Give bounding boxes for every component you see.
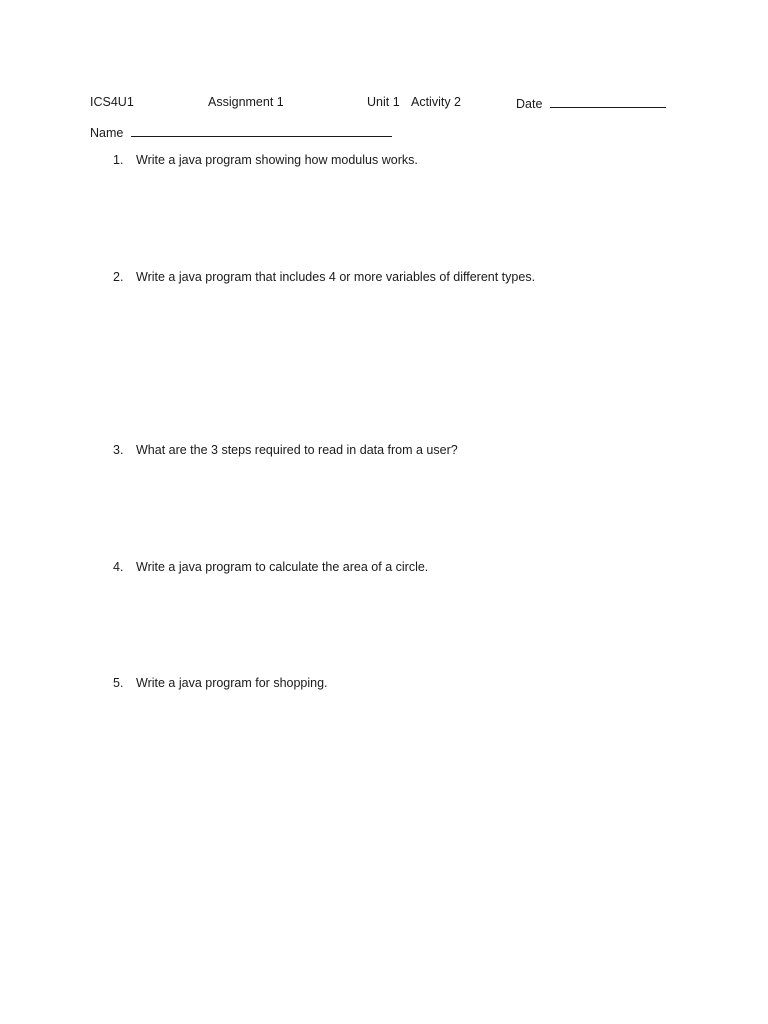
question-number: 1. — [113, 153, 124, 167]
question-number: 2. — [113, 270, 124, 284]
assignment-title: Assignment 1 — [208, 95, 284, 109]
question-text: Write a java program to calculate the area of a circle. — [136, 560, 429, 574]
unit-label: Unit 1 — [367, 95, 400, 109]
name-field[interactable] — [90, 123, 392, 141]
question-number: 5. — [113, 676, 124, 690]
question-item — [113, 442, 458, 458]
question-number: 4. — [113, 560, 124, 574]
date-blank-line[interactable] — [550, 94, 666, 108]
question-number: 3. — [113, 443, 124, 457]
name-blank-line[interactable] — [131, 123, 392, 137]
course-code: ICS4U1 — [90, 95, 134, 109]
question-text: Write a java program for shopping. — [136, 676, 328, 690]
name-label: Name — [90, 126, 124, 140]
question-item — [113, 675, 328, 691]
date-label: Date — [516, 97, 543, 111]
activity-label: Activity 2 — [411, 95, 462, 109]
question-text: Write a java program showing how modulus works. — [136, 153, 418, 167]
question-text: What are the 3 steps required to read in data from a user? — [136, 443, 458, 457]
question-text: Write a java program that includes 4 or more variables of different types. — [136, 270, 536, 284]
question-item — [113, 269, 535, 285]
question-item — [113, 152, 418, 168]
date-field[interactable] — [516, 94, 666, 112]
question-item — [113, 559, 428, 575]
